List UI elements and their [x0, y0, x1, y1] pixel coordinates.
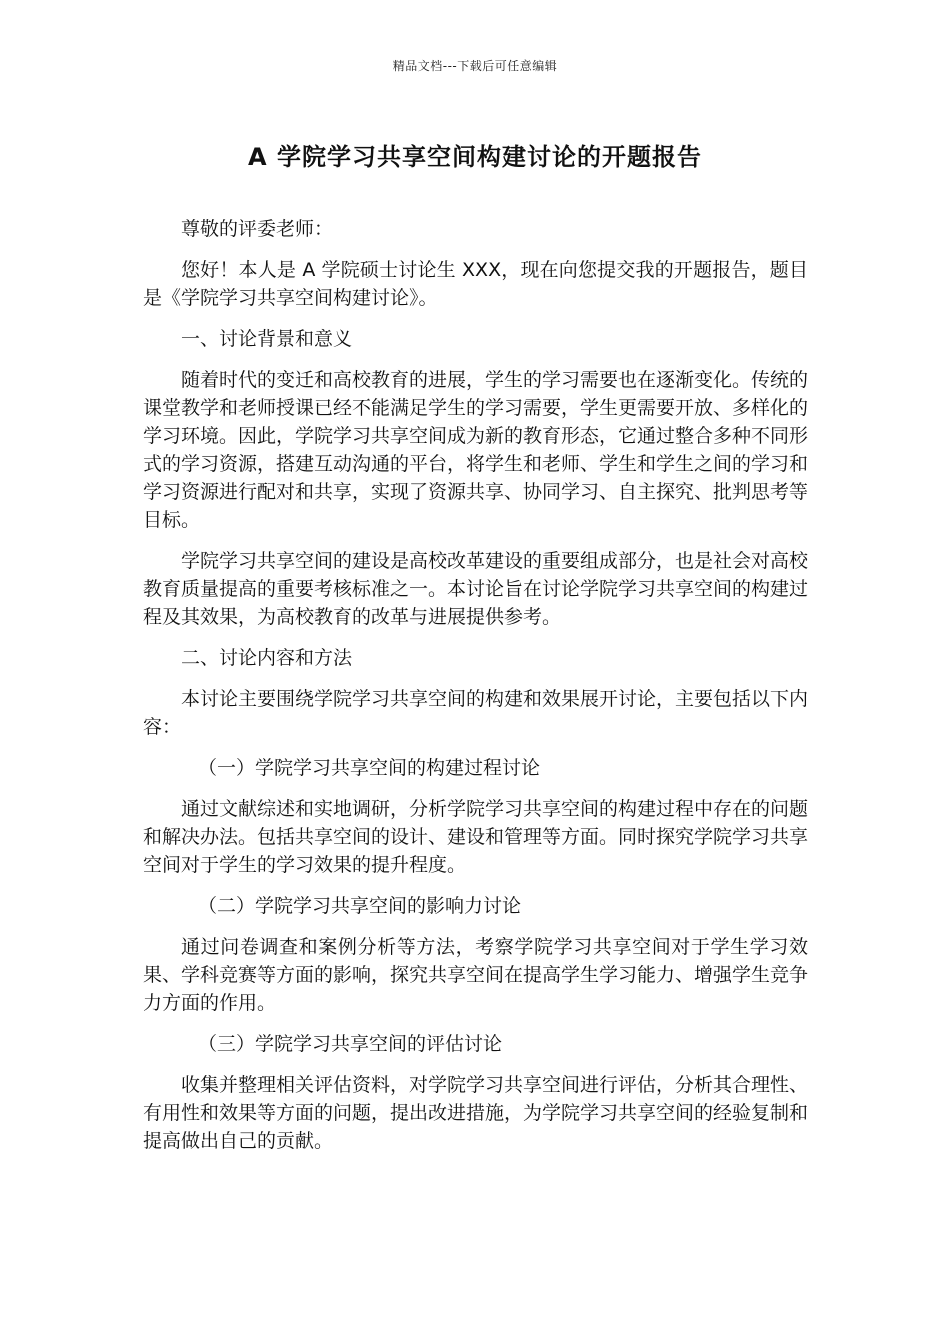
subsection-heading-2: （二）学院学习共享空间的影响力讨论	[198, 895, 522, 917]
document-title: A 学院学习共享空间构建讨论的开题报告	[248, 143, 702, 171]
section-heading-background: 一、讨论背景和意义	[181, 328, 353, 350]
subsection-heading-1: （一）学院学习共享空间的构建过程讨论	[198, 757, 541, 779]
subsection-heading-3: （三）学院学习共享空间的评估讨论	[198, 1033, 503, 1055]
background-paragraph-2: 学院学习共享空间的建设是高校改革建设的重要组成部分，也是社会对高校教育质量提高的重要考核标准之一。本讨论旨在讨论学院学习共享空间的构建过程及其效果，为高校教育的改革与进展提供参考。	[143, 550, 809, 628]
section-heading-content: 二、讨论内容和方法	[181, 647, 353, 669]
content-intro-paragraph: 本讨论主要围绕学院学习共享空间的构建和效果展开讨论，主要包括以下内容：	[143, 688, 809, 738]
background-paragraph-1: 随着时代的变迁和高校教育的进展，学生的学习需要也在逐渐变化。传统的课堂教学和老师授课已经不能满足学生的学习需要，学生更需要开放、多样化的学习环境。因此，学院学习共享空间成为新的教育形态，它通过整合多种不同形式的学习资源，搭建互动沟通的平台，将学生和老师、学生和学生之间的学习和学习资源进行配对和共享，实现了资源共享、协同学习、自主探究、批判思考等目标。	[143, 369, 809, 531]
subsection-body-2: 通过问卷调查和案例分析等方法，考察学院学习共享空间对于学生学习效果、学科竞赛等方面的影响，探究共享空间在提高学生学习能力、增强学生竞争力方面的作用。	[143, 936, 809, 1014]
salutation: 尊敬的评委老师：	[181, 218, 334, 240]
header-note: 精品文档---下载后可任意编辑	[392, 59, 558, 73]
subsection-body-3: 收集并整理相关评估资料，对学院学习共享空间进行评估，分析其合理性、有用性和效果等方面的问题，提出改进措施，为学院学习共享空间的经验复制和提高做出自己的贡献。	[143, 1074, 809, 1152]
document-body	[143, 215, 808, 1168]
intro-paragraph: 您好！本人是 A 学院硕士讨论生 XXX，现在向您提交我的开题报告，题目是《学院学习共享空间构建讨论》。	[143, 259, 808, 309]
subsection-body-1: 通过文献综述和实地调研，分析学院学习共享空间的构建过程中存在的问题和解决办法。包括共享空间的设计、建设和管理等方面。同时探究学院学习共享空间对于学生的学习效果的提升程度。	[143, 798, 809, 876]
